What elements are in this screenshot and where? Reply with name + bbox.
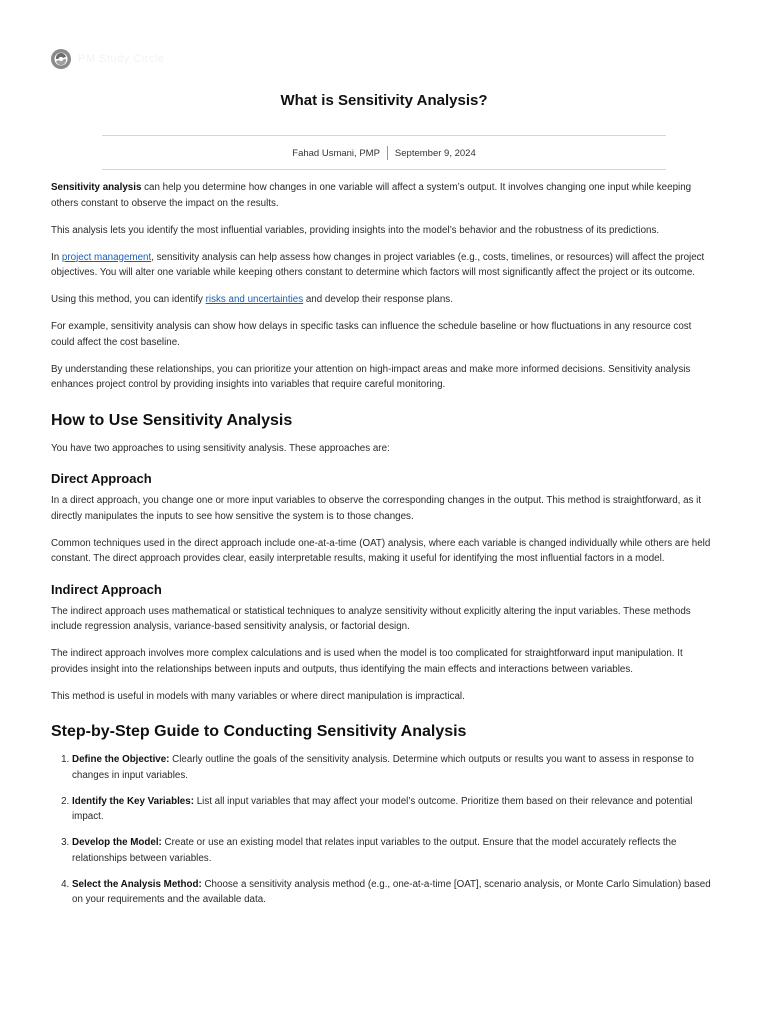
direct-approach-heading: Direct Approach (51, 471, 152, 486)
title-divider-top (102, 135, 666, 136)
indirect-paragraph-1: The indirect approach uses mathematical or statistical techniques to analyze sensitivity without explicitly altering the input variables. These methods include regression analysis, variance-based sensitivity analysis, or factorial design. (51, 605, 691, 632)
indirect-approach-heading: Indirect Approach (51, 581, 162, 597)
project-management-link[interactable]: project management (61, 251, 152, 263)
list-item (72, 877, 716, 908)
risks-uncertainties-link[interactable]: risks and uncertainties (205, 294, 304, 305)
step-text: Choose a sensitivity analysis method (e.g., one-at-a-time [OAT], scenario analysis, or Monte Carlo Simulation) based on your requirements and the available data. (72, 878, 711, 905)
step-title: Identify the Key Variables: (72, 795, 194, 807)
step-title: Define the Objective: (72, 754, 170, 765)
logo-text[interactable]: PM Study Circle (78, 53, 165, 65)
intro-paragraph-3 (51, 250, 716, 281)
direct-paragraph-1: In a direct approach, you change one or more input variables to observe the corresponding changes in the output. This method is straightforward, as it directly manipulates the inputs to see how sensitive the system is to those changes. (51, 495, 702, 522)
intro-paragraph-6: By understanding these relationships, you can prioritize your attention on high-impact areas and make more informed decisions. Sensitivity analysis enhances project control by providing insights into variables that require careful monitoring. (51, 363, 691, 390)
guide-steps-list (51, 752, 716, 908)
step-title: Select the Analysis Method: (72, 878, 202, 890)
direct-paragraph-2: Common techniques used in the direct approach include one-at-a-time (OAT) analysis, where each variable is changed individually while others are held constant. The direct approach provides clear, easily interpretable results, making it useful for identifying the most influential factors in a model. (51, 537, 711, 564)
list-item (72, 835, 716, 866)
logo-icon[interactable] (50, 48, 72, 70)
intro-text: , sensitivity analysis can help assess how changes in project variables (e.g., costs, timelines, or resources) will affect the project objectives. You will alter one variable while keeping others constant to determine which factors will most significantly affect the project or its outcome. (51, 251, 705, 278)
intro-text: In (51, 251, 62, 263)
author-name[interactable]: Fahad Usmani, PMP (292, 147, 380, 159)
article-title: What is Sensitivity Analysis? (280, 92, 488, 109)
guide-heading: Step-by-Step Guide to Conducting Sensitivity Analysis (51, 723, 467, 740)
article-meta (0, 146, 768, 160)
publish-date: September 9, 2024 (394, 147, 476, 159)
step-text: Create or use an existing model that relates input variables to the output. Ensure that the model accurately reflects the relationships between variables. (72, 837, 677, 864)
step-text: List all input variables that may affect your model’s outcome. Prioritize them based on their relevance and potential impact. (72, 795, 693, 822)
intro-text: Using this method, you can identify (51, 294, 206, 305)
intro-text: and develop their response plans. (303, 294, 453, 305)
indirect-paragraph-3: This method is useful in models with many variables or where direct manipulation is impractical. (51, 690, 465, 702)
intro-text: can help you determine how changes in one variable will affect a system’s output. It involves changing one input while keeping others constant to observe the impact on the results. (51, 182, 692, 209)
intro-paragraph-2: This analysis lets you identify the most influential variables, providing insights into the model’s behavior and the robustness of its predictions. (51, 224, 660, 236)
intro-paragraph-4 (51, 292, 716, 308)
intro-bold-term: Sensitivity analysis (51, 182, 142, 193)
title-divider-bottom (102, 169, 666, 170)
site-header (50, 48, 164, 70)
how-to-paragraph: You have two approaches to using sensitivity analysis. These approaches are: (51, 442, 390, 454)
indirect-paragraph-2: The indirect approach involves more complex calculations and is used when the model is too complicated for straightforward input manipulation. It provides insight into the relationships between inputs and outputs, thus identifying the main effects and interactions between variables. (51, 648, 683, 675)
intro-paragraph-5: For example, sensitivity analysis can show how delays in specific tasks can influence the schedule baseline or how fluctuations in any resource cost could affect the cost baseline. (51, 321, 692, 348)
article-body (51, 180, 716, 918)
how-to-heading: How to Use Sensitivity Analysis (51, 411, 293, 429)
step-title: Develop the Model: (72, 837, 162, 848)
list-item (72, 752, 716, 783)
intro-paragraph-1 (51, 180, 716, 211)
list-item (72, 794, 716, 825)
step-text: Clearly outline the goals of the sensitivity analysis. Determine which outputs or results you want to assess in response to changes in input variables. (72, 754, 694, 781)
meta-separator (387, 146, 388, 160)
